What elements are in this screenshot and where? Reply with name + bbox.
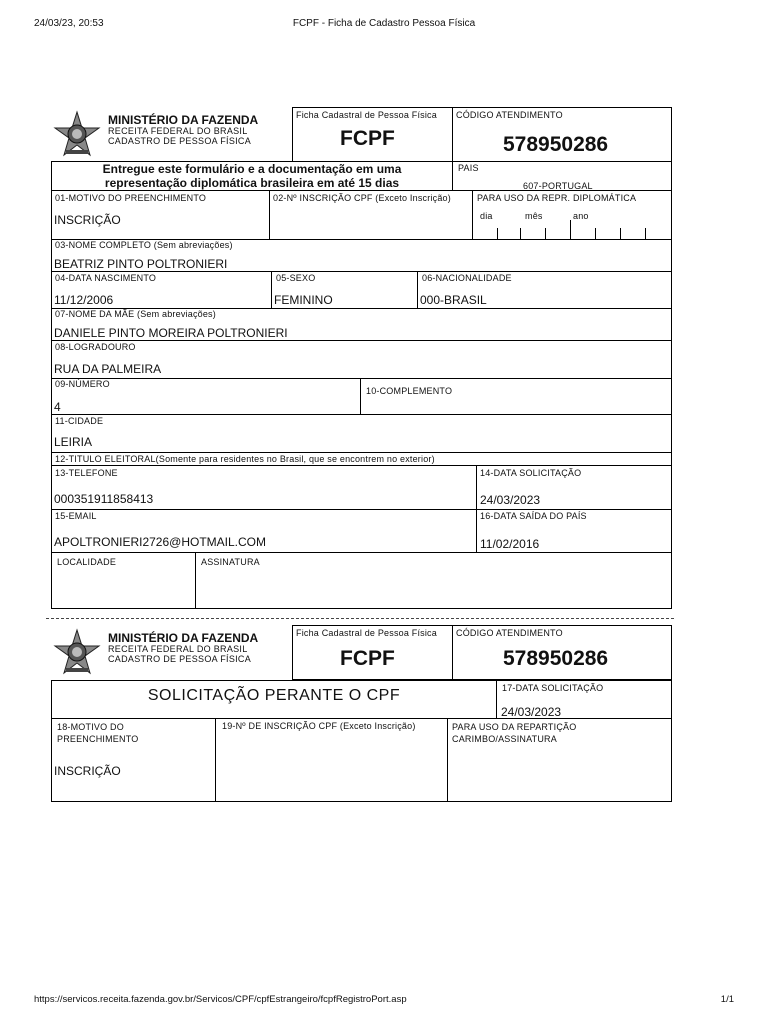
pais-value: 607-PORTUGAL [523,181,593,191]
numero-value: 4 [54,400,61,414]
cidade-value: LEIRIA [54,435,93,449]
codigo-value: 578950286 [503,133,609,156]
motivo-label: 18-MOTIVO DO PREENCHIMENTO [57,722,139,744]
codigo-label: CÓDIGO ATENDIMENTO [456,628,563,638]
print-page-count: 1/1 [720,994,734,1005]
org-line3: CADASTRO DE PESSOA FÍSICA [108,136,252,146]
saida-label: 16-DATA SAÍDA DO PAÍS [480,511,587,521]
inscricao-label: 19-Nº DE INSCRIÇÃO CPF (Exceto Inscrição) [222,721,416,731]
nacionalidade-label: 06-NACIONALIDADE [422,273,512,283]
complemento-label: 10-COMPLEMENTO [366,386,453,396]
fcpf-title: FCPF [340,647,395,670]
sexo-label: 05-SEXO [276,273,316,283]
data-solicitacao-value: 24/03/2023 [480,493,541,507]
cut-line [46,618,674,619]
titulo-label: 12-TITULO ELEITORAL(Somente para residentes no Brasil, que se encontrem no exterior) [55,454,435,464]
sexo-value: FEMININO [274,293,333,307]
instructions: Entregue este formulário e a documentação em uma representação diplomática brasileira em até 15 dias [102,162,402,190]
nascimento-value: 11/12/2006 [54,293,114,307]
nome-label: 03-NOME COMPLETO (Sem abreviações) [55,240,233,250]
print-title: FCPF - Ficha de Cadastro Pessoa Física [292,18,476,29]
numero-label: 09-NÚMERO [55,379,110,389]
data-solicitacao-value: 24/03/2023 [501,705,562,719]
solicitacao-title: SOLICITAÇÃO PERANTE O CPF [147,687,401,704]
telefone-label: 13-TELEFONE [55,468,118,478]
fcpf-title: FCPF [340,127,395,150]
nome-value: BEATRIZ PINTO POLTRONIERI [54,257,228,271]
data-solicitacao-label: 17-DATA SOLICITAÇÃO [502,683,604,693]
data-solicitacao-label: 14-DATA SOLICITAÇÃO [480,468,582,478]
localidade-label: LOCALIDADE [57,557,117,567]
reparticao-label: PARA USO DA REPARTIÇÃO CARIMBO/ASSINATURA [452,722,577,744]
org-ministry: MINISTÉRIO DA FAZENDA [108,113,259,127]
cidade-label: 11-CIDADE [55,416,104,426]
logradouro-value: RUA DA PALMEIRA [54,362,162,376]
logradouro-label: 08-LOGRADOURO [55,342,136,352]
org-line2: RECEITA FEDERAL DO BRASIL [108,644,248,654]
print-url: https://servicos.receita.fazenda.gov.br/Servicos/CPF/cpfEstrangeiro/fcpfRegistroPort.asp [34,994,407,1005]
email-value: APOLTRONIERI2726@HOTMAIL.COM [54,535,267,549]
mae-label: 07-NOME DA MÃE (Sem abreviações) [55,309,216,319]
org-line2: RECEITA FEDERAL DO BRASIL [108,126,248,136]
pais-label: PAIS [458,163,479,173]
dia-label: dia [480,211,493,221]
mae-value: DANIELE PINTO MOREIRA POLTRONIERI [54,326,288,340]
print-datetime: 24/03/23, 20:53 [34,18,104,29]
inscricao-label: 02-Nº INSCRIÇÃO CPF (Exceto Inscrição) [273,193,451,203]
codigo-value: 578950286 [503,647,609,670]
saida-value: 11/02/2016 [480,537,540,551]
nascimento-label: 04-DATA NASCIMENTO [55,273,157,283]
brazil-coat-of-arms-icon [52,628,102,676]
telefone-value: 000351911858413 [54,492,154,506]
ficha-label: Ficha Cadastral de Pessoa Física [296,110,437,120]
ano-label: ano [573,211,589,221]
org-ministry: MINISTÉRIO DA FAZENDA [108,631,259,645]
ficha-label: Ficha Cadastral de Pessoa Física [296,628,437,638]
mes-label: mês [525,211,543,221]
repr-label: PARA USO DA REPR. DIPLOMÁTICA [477,193,637,203]
email-label: 15-EMAIL [55,511,97,521]
codigo-label: CÓDIGO ATENDIMENTO [456,110,563,120]
org-line3: CADASTRO DE PESSOA FÍSICA [108,654,252,664]
assinatura-label: ASSINATURA [201,557,260,567]
motivo-label: 01-MOTIVO DO PREENCHIMENTO [55,193,207,203]
brazil-coat-of-arms-icon [52,110,102,158]
motivo-value: INSCRIÇÃO [54,213,121,227]
nacionalidade-value: 000-BRASIL [420,293,487,307]
motivo-value: INSCRIÇÃO [54,764,121,778]
